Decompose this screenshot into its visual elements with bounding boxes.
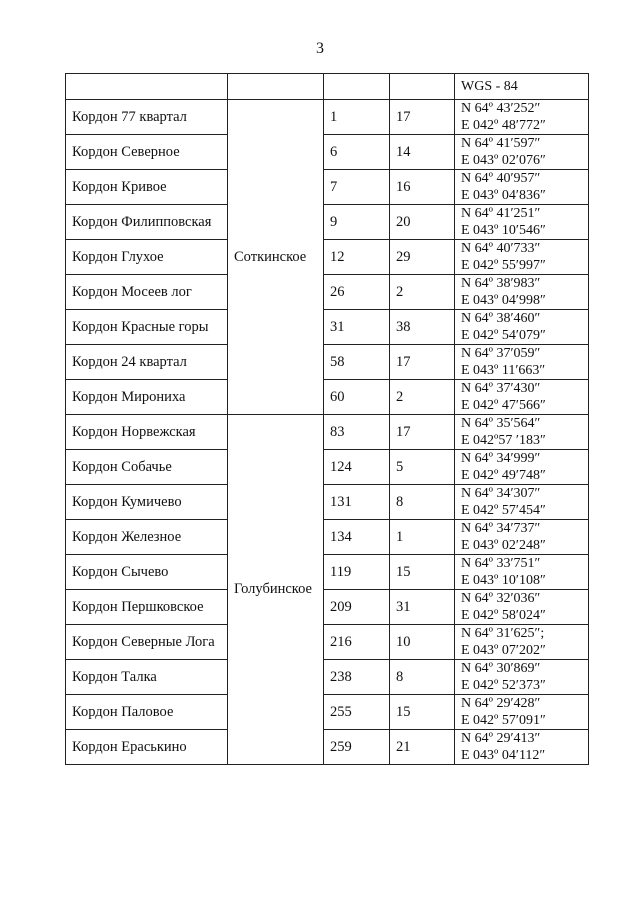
coordinates-cell: [455, 625, 589, 660]
coordinates-cell: [455, 345, 589, 380]
longitude: E 043º 10′108″: [461, 573, 546, 588]
longitude: E 043º 04′836″: [461, 188, 546, 203]
forestry-name: Голубинское: [228, 415, 324, 765]
cordon-name: Кордон Першковское: [66, 590, 228, 625]
quarter-number: 238: [324, 660, 390, 695]
section-number: 10: [390, 625, 455, 660]
table-row: [66, 170, 589, 205]
coordinates-cell: [455, 100, 589, 135]
cordon-name: Кордон Мосеев лог: [66, 275, 228, 310]
longitude: E 042º 58′024″: [461, 608, 546, 623]
longitude: E 042º 49′748″: [461, 468, 546, 483]
table-row: [66, 520, 589, 555]
quarter-number: 209: [324, 590, 390, 625]
table-row: [66, 135, 589, 170]
table-row: [66, 380, 589, 415]
section-number: 1: [390, 520, 455, 555]
coordinates-cell: [455, 205, 589, 240]
quarter-number: 1: [324, 100, 390, 135]
section-number: 15: [390, 555, 455, 590]
quarter-number: 216: [324, 625, 390, 660]
latitude: N 64º 35′564″: [461, 416, 541, 431]
table-row: [66, 310, 589, 345]
coordinates-cell: [455, 520, 589, 555]
cordon-name: Кордон Ераськино: [66, 730, 228, 765]
header-cell-name: [66, 74, 228, 100]
coordinates-cell: [455, 555, 589, 590]
table-row: [66, 485, 589, 520]
quarter-number: 83: [324, 415, 390, 450]
quarter-number: 26: [324, 275, 390, 310]
longitude: E 043º 10′546″: [461, 223, 546, 238]
longitude: E 043º 04′112″: [461, 748, 546, 763]
cordon-name: Кордон Кривое: [66, 170, 228, 205]
section-number: 17: [390, 345, 455, 380]
table-row: [66, 450, 589, 485]
table-row: [66, 240, 589, 275]
coordinates-cell: [455, 380, 589, 415]
cordon-name: Кордон Собачье: [66, 450, 228, 485]
table-row: [66, 275, 589, 310]
table-header-row: [66, 74, 589, 100]
latitude: N 64º 43′252″: [461, 101, 541, 116]
section-number: 20: [390, 205, 455, 240]
table-row: [66, 205, 589, 240]
coordinates-cell: [455, 415, 589, 450]
quarter-number: 119: [324, 555, 390, 590]
quarter-number: 60: [324, 380, 390, 415]
latitude: N 64º 40′733″: [461, 241, 541, 256]
section-number: 2: [390, 380, 455, 415]
longitude: E 042º 57′454″: [461, 503, 546, 518]
header-cell-section: [390, 74, 455, 100]
section-number: 17: [390, 415, 455, 450]
section-number: 29: [390, 240, 455, 275]
latitude: N 64º 37′430″: [461, 381, 541, 396]
latitude: N 64º 37′059″: [461, 346, 541, 361]
cordon-name: Кордон Мирониха: [66, 380, 228, 415]
cordon-name: Кордон Глухое: [66, 240, 228, 275]
quarter-number: 31: [324, 310, 390, 345]
section-number: 17: [390, 100, 455, 135]
longitude: E 042º 52′373″: [461, 678, 546, 693]
section-number: 8: [390, 485, 455, 520]
quarter-number: 7: [324, 170, 390, 205]
latitude: N 64º 41′597″: [461, 136, 541, 151]
header-cell-coords: WGS - 84: [455, 74, 589, 100]
header-cell-quarter: [324, 74, 390, 100]
table-row: [66, 345, 589, 380]
quarter-number: 259: [324, 730, 390, 765]
section-number: 31: [390, 590, 455, 625]
coordinates-cell: [455, 590, 589, 625]
longitude: E 042º 55′997″: [461, 258, 546, 273]
table-row: [66, 660, 589, 695]
quarter-number: 131: [324, 485, 390, 520]
cordon-name: Кордон Норвежская: [66, 415, 228, 450]
latitude: N 64º 34′737″: [461, 521, 541, 536]
longitude: E 043º 04′998″: [461, 293, 546, 308]
cordon-name: Кордон Талка: [66, 660, 228, 695]
longitude: E 043º 02′248″: [461, 538, 546, 553]
coordinates-cell: [455, 135, 589, 170]
quarter-number: 6: [324, 135, 390, 170]
quarter-number: 255: [324, 695, 390, 730]
cordon-name: Кордон Северные Лога: [66, 625, 228, 660]
table-row: [66, 695, 589, 730]
table-row: [66, 555, 589, 590]
coordinates-cell: [455, 660, 589, 695]
section-number: 5: [390, 450, 455, 485]
cordon-name: Кордон Сычево: [66, 555, 228, 590]
latitude: N 64º 31′625″;: [461, 626, 545, 641]
coordinates-cell: [455, 730, 589, 765]
cordon-name: Кордон Кумичево: [66, 485, 228, 520]
longitude: E 043º 02′076″: [461, 153, 546, 168]
cordons-table: [65, 73, 589, 765]
cordon-name: Кордон 24 квартал: [66, 345, 228, 380]
section-number: 21: [390, 730, 455, 765]
cordon-name: Кордон Красные горы: [66, 310, 228, 345]
quarter-number: 134: [324, 520, 390, 555]
latitude: N 64º 32′036″: [461, 591, 541, 606]
coordinates-cell: [455, 695, 589, 730]
section-number: 8: [390, 660, 455, 695]
latitude: N 64º 41′251″: [461, 206, 541, 221]
longitude: E 042º 48′772″: [461, 118, 546, 133]
quarter-number: 9: [324, 205, 390, 240]
latitude: N 64º 29′413″: [461, 731, 541, 746]
table-row: [66, 100, 589, 135]
cordon-name: Кордон Железное: [66, 520, 228, 555]
coordinates-cell: [455, 310, 589, 345]
latitude: N 64º 40′957″: [461, 171, 541, 186]
longitude: E 043º 11′663″: [461, 363, 546, 378]
longitude: E 042º57 ′183″: [461, 433, 546, 448]
latitude: N 64º 38′983″: [461, 276, 541, 291]
table-row: [66, 590, 589, 625]
table-row: [66, 415, 589, 450]
latitude: N 64º 34′307″: [461, 486, 541, 501]
coordinates-cell: [455, 240, 589, 275]
longitude: E 042º 47′566″: [461, 398, 546, 413]
latitude: N 64º 33′751″: [461, 556, 541, 571]
section-number: 15: [390, 695, 455, 730]
coordinates-cell: [455, 275, 589, 310]
longitude: E 042º 54′079″: [461, 328, 546, 343]
cordon-name: Кордон Северное: [66, 135, 228, 170]
cordon-name: Кордон Филипповская: [66, 205, 228, 240]
page-number: 3: [316, 40, 324, 57]
cordon-name: Кордон Паловое: [66, 695, 228, 730]
section-number: 2: [390, 275, 455, 310]
coordinates-cell: [455, 170, 589, 205]
table-row: [66, 730, 589, 765]
cordon-name: Кордон 77 квартал: [66, 100, 228, 135]
latitude: N 64º 30′869″: [461, 661, 541, 676]
section-number: 38: [390, 310, 455, 345]
section-number: 16: [390, 170, 455, 205]
longitude: E 042º 57′091″: [461, 713, 546, 728]
coordinates-cell: [455, 485, 589, 520]
longitude: E 043º 07′202″: [461, 643, 546, 658]
latitude: N 64º 29′428″: [461, 696, 541, 711]
coordinates-cell: [455, 450, 589, 485]
table-row: [66, 625, 589, 660]
latitude: N 64º 34′999″: [461, 451, 541, 466]
quarter-number: 124: [324, 450, 390, 485]
quarter-number: 58: [324, 345, 390, 380]
forestry-name: Соткинское: [228, 100, 324, 415]
header-cell-forestry: [228, 74, 324, 100]
quarter-number: 12: [324, 240, 390, 275]
latitude: N 64º 38′460″: [461, 311, 541, 326]
section-number: 14: [390, 135, 455, 170]
